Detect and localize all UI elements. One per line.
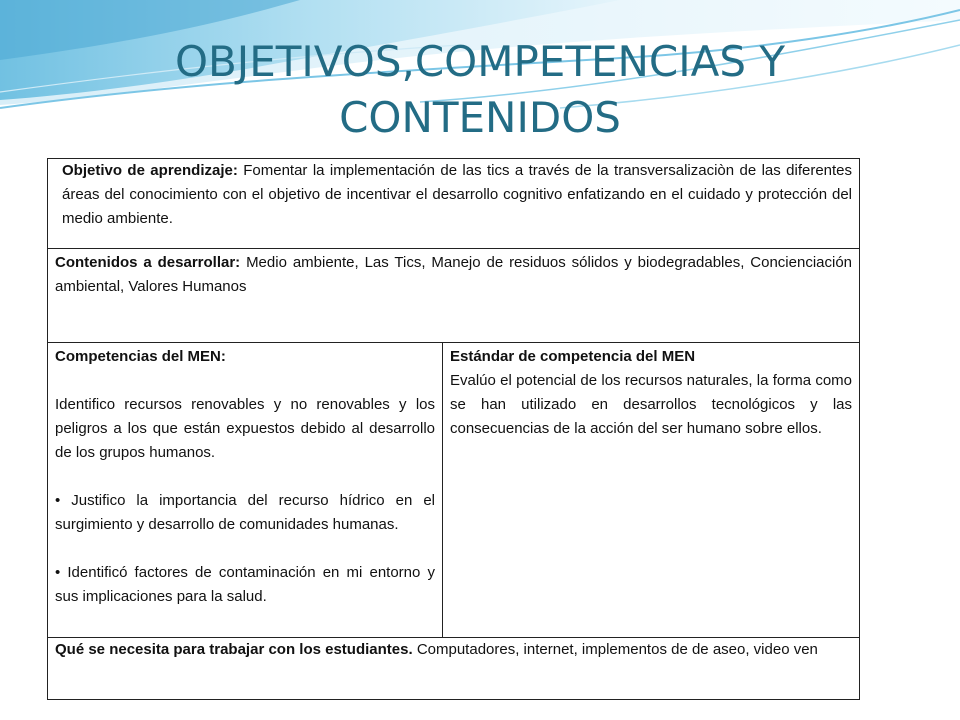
contents-cell (48, 249, 860, 343)
contents-text: Medio ambiente, Las Tics, Manejo de residuos sólidos y biodegradables, Concienciación ambiental, Valores Humanos (55, 254, 853, 296)
contents-row (48, 249, 860, 343)
standard-label: Estándar de competencia del MEN (450, 348, 696, 366)
objective-text: Fomentar la implementación de las tics a través de la transversalizaciòn de las diferentes áreas del conocimiento con el objetivo de incentivar el desarrollo cognitivo enfatizando en el cuidado y protección del medio ambiente. (62, 162, 853, 227)
slide-title-line-2: CONTENIDOS (339, 93, 621, 142)
objective-label: Objetivo de aprendizaje: (62, 162, 238, 179)
slide-title-line-1: OBJETIVOS,COMPETENCIAS Y (174, 37, 786, 86)
competencies-cell (48, 343, 443, 638)
competency-item-2: • Justifico la importancia del recurso hídrico en el surgimiento y desarrollo de comunidades humanas. (55, 492, 435, 534)
competencies-label: Competencias del MEN: (55, 348, 226, 366)
needs-text: Computadores, internet, implementos de de aseo, video ven (412, 641, 818, 659)
competency-item-1: Identifico recursos renovables y no renovables y los peligros a los que están expuestos debido al desarrollo de los grupos humanos. (55, 396, 435, 462)
competency-item-3: • Identificó factores de contaminación en mi entorno y sus implicaciones para la salud. (55, 564, 435, 606)
standard-text: Evalúo el potencial de los recursos naturales, la forma como se han utilizado en desarrollos tecnológicos y las consecuencias de la acción del ser humano sobre ellos. (450, 372, 853, 438)
planning-table (47, 158, 860, 700)
standard-cell (443, 343, 860, 638)
needs-label: Qué se necesita para trabajar con los estudiantes. (55, 641, 413, 659)
competencies-row (48, 343, 860, 638)
slide-title (0, 34, 960, 146)
needs-cell (48, 638, 860, 700)
needs-row (48, 638, 860, 700)
objective-row (48, 159, 860, 249)
contents-label: Contenidos a desarrollar: (55, 254, 241, 272)
objective-cell (48, 159, 860, 249)
